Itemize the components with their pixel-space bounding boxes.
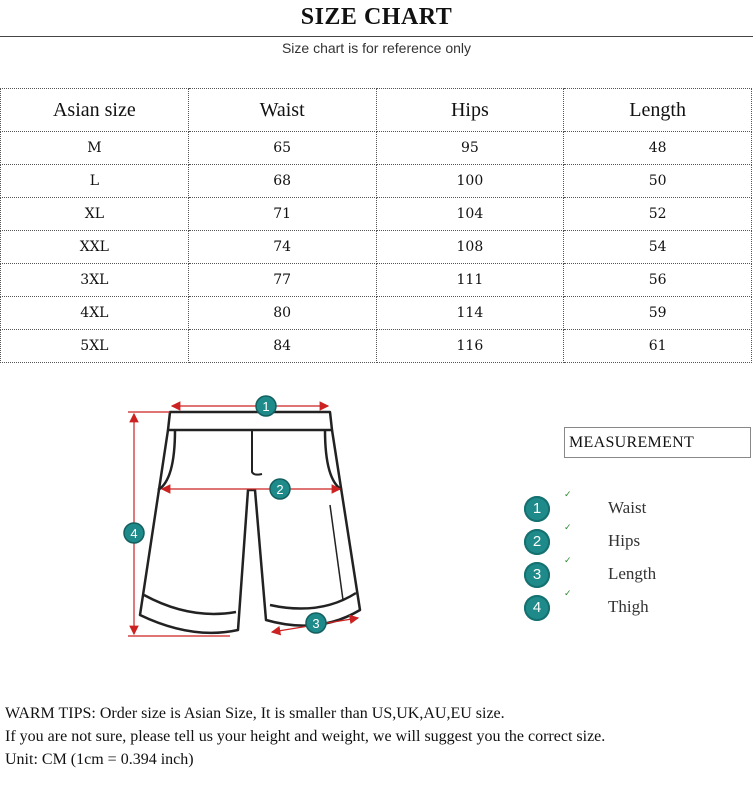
- cell-size: M: [1, 132, 189, 165]
- cell-waist: 65: [188, 132, 376, 165]
- cell-hips: 116: [376, 330, 564, 363]
- table-row: [1, 132, 752, 165]
- check-mark-icon: ✓: [564, 490, 572, 500]
- title-divider: [0, 36, 753, 37]
- cell-waist: 71: [188, 198, 376, 231]
- table-row: [1, 198, 752, 231]
- legend-item-length: [524, 556, 753, 588]
- page-title: SIZE CHART: [300, 4, 453, 30]
- size-table: [0, 88, 752, 363]
- number-badge-icon: 4: [524, 595, 550, 621]
- table-row: [1, 231, 752, 264]
- marker-1-icon: [256, 396, 276, 416]
- cell-size: 4XL: [1, 297, 189, 330]
- table-row: [1, 165, 752, 198]
- cell-hips: 108: [376, 231, 564, 264]
- cell-waist: 80: [188, 297, 376, 330]
- tips-line-unit: Unit: CM (1cm = 0.394 inch): [5, 751, 194, 768]
- table-row: [1, 297, 752, 330]
- marker-4-icon: [124, 523, 144, 543]
- check-mark-icon: ✓: [564, 523, 572, 533]
- legend-item-waist: [524, 490, 753, 522]
- legend-label: Thigh: [608, 597, 649, 616]
- table-header-row: [1, 89, 752, 132]
- cell-size: XL: [1, 198, 189, 231]
- check-mark-icon: ✓: [564, 556, 572, 566]
- cell-length: 61: [564, 330, 752, 363]
- cell-length: 56: [564, 264, 752, 297]
- cell-waist: 68: [188, 165, 376, 198]
- tips-line-contact: If you are not sure, please tell us your height and weight, we will suggest you the correct size.: [5, 728, 606, 745]
- tips-line-asian-size: WARM TIPS: Order size is Asian Size, It is smaller than US,UK,AU,EU size.: [5, 705, 505, 722]
- shorts-diagram-icon: [120, 390, 380, 650]
- cell-length: 52: [564, 198, 752, 231]
- cell-waist: 84: [188, 330, 376, 363]
- marker-2-icon: [270, 479, 290, 499]
- cell-hips: 95: [376, 132, 564, 165]
- cell-size: 5XL: [1, 330, 189, 363]
- column-header-hips: Hips: [376, 89, 564, 132]
- column-header-length: Length: [564, 89, 752, 132]
- cell-hips: 100: [376, 165, 564, 198]
- column-header-asian-size: Asian size: [1, 89, 189, 132]
- measurement-title: MEASUREMENT: [564, 427, 751, 458]
- legend-label: Length: [608, 564, 657, 583]
- shorts-outline: [140, 412, 360, 633]
- cell-length: 50: [564, 165, 752, 198]
- cell-size: L: [1, 165, 189, 198]
- measurement-lines: [128, 406, 358, 636]
- cell-size: 3XL: [1, 264, 189, 297]
- legend-item-thigh: [524, 589, 753, 621]
- cell-length: 54: [564, 231, 752, 264]
- table-row: [1, 330, 752, 363]
- number-badge-icon: 1: [524, 496, 550, 522]
- cell-hips: 104: [376, 198, 564, 231]
- svg-text:2: 2: [276, 482, 284, 497]
- legend-label: Waist: [608, 498, 647, 517]
- svg-text:4: 4: [130, 526, 138, 541]
- cell-hips: 114: [376, 297, 564, 330]
- cell-hips: 111: [376, 264, 564, 297]
- number-badge-icon: 2: [524, 529, 550, 555]
- number-badge-icon: 3: [524, 562, 550, 588]
- cell-size: XXL: [1, 231, 189, 264]
- cell-waist: 74: [188, 231, 376, 264]
- cell-length: 59: [564, 297, 752, 330]
- check-mark-icon: ✓: [564, 589, 572, 599]
- cell-waist: 77: [188, 264, 376, 297]
- legend-label: Hips: [608, 531, 641, 550]
- cell-length: 48: [564, 132, 752, 165]
- marker-3-icon: [306, 613, 326, 633]
- page-subtitle: Size chart is for reference only: [281, 40, 472, 56]
- svg-text:1: 1: [262, 399, 270, 414]
- column-header-waist: Waist: [188, 89, 376, 132]
- legend-item-hips: [524, 523, 753, 555]
- svg-text:3: 3: [312, 616, 320, 631]
- warm-tips: [5, 702, 750, 771]
- table-row: [1, 264, 752, 297]
